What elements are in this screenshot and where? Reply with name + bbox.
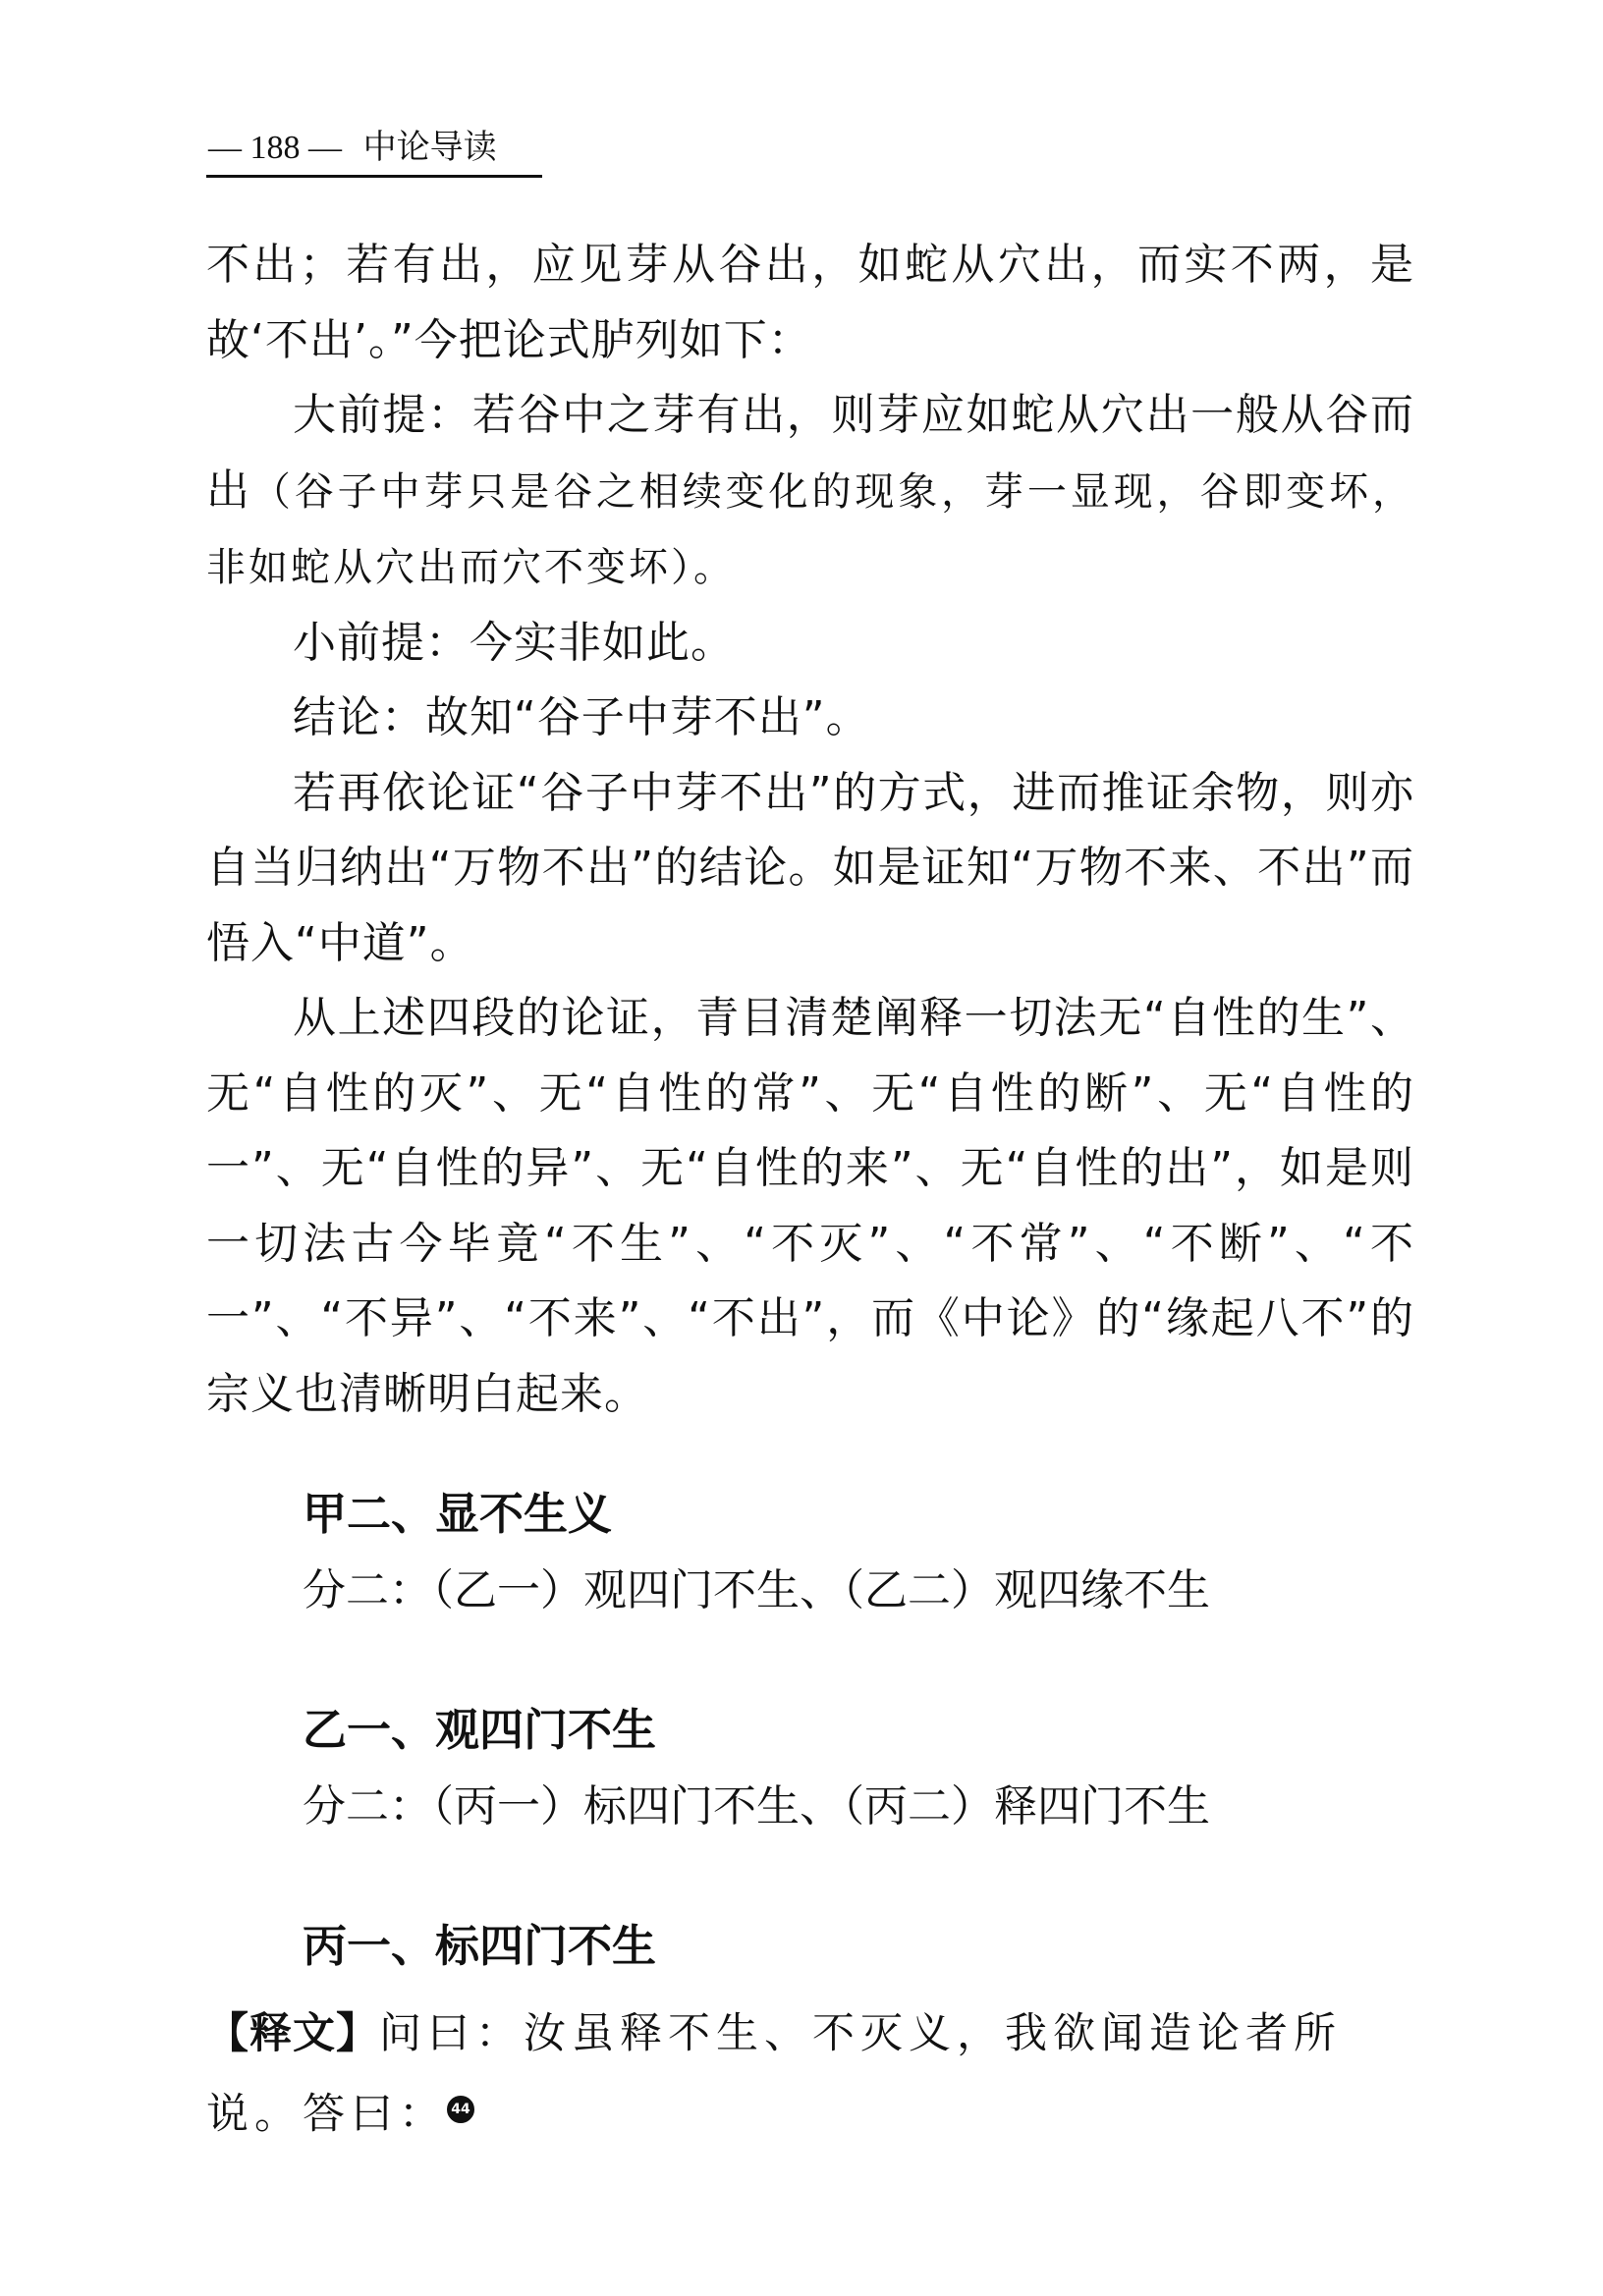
- paragraph-summary: 从上述四段的论证，青目清楚阐释一切法无“自性的生”、无“自性的灭”、无“自性的常”、无“自性的断”、无“自性的一”、无“自性的异”、无“自性的来”、无“自性的出”，如是则一切法古今毕竟“不生”、“不灭”、“不常”、“不断”、“不一”、“不异”、“不来”、“不出”，而《中论》的“缘起八不”的宗义也清晰明白起来。: [206, 993, 1414, 1419]
- section-sub-jia2: 分二：（乙一）观四门不生、（乙二）观四缘不生: [303, 1565, 1210, 1615]
- paragraph-continued: 不出；若有出，应见芽从谷出，如蛇从穴出，而实不两，是故‘不出’。”今把论式胪列如下：: [206, 240, 1414, 365]
- page-number: — 188 —: [208, 130, 342, 166]
- footnote-marker: 44: [447, 2096, 474, 2123]
- section-heading-jia2: 甲二、显不生义: [303, 1488, 613, 1540]
- section-heading-yi1: 乙一、观四门不生: [303, 1704, 657, 1756]
- header-rule: [206, 175, 542, 178]
- paragraph-major-premise: [206, 378, 1414, 606]
- major-premise-text: 大前提：若谷中之芽有出，则芽应如蛇从穴出一般从谷而出: [206, 390, 1414, 516]
- quote-body: 问曰：汝虽释不生、不灭义，我欲闻造论者所说。答曰：: [206, 2009, 1342, 2139]
- book-title: 中论导读: [362, 128, 497, 167]
- body-text: [206, 228, 1414, 1432]
- section-sub-yi1: 分二：（丙一）标四门不生、（丙二）释四门不生: [303, 1781, 1210, 1831]
- quoted-text: [206, 1994, 1414, 2155]
- paragraph-conclusion: 结论：故知“谷子中芽不出”。: [293, 692, 870, 742]
- running-header: [208, 126, 542, 170]
- quote-lead: 【释文】: [206, 2009, 379, 2058]
- paragraph-minor-premise: 小前提：今实非如此。: [293, 617, 735, 668]
- paragraph-induction: 若再依论证“谷子中芽不出”的方式，进而推证余物，则亦自当归纳出“万物不出”的结论。如是证知“万物不来、不出”而悟入“中道”。: [206, 767, 1414, 968]
- section-heading-bing1: 丙一、标四门不生: [303, 1920, 657, 1972]
- major-premise-note: （谷子中芽只是谷之相续变化的现象，芽一显现，谷即变坏，非如蛇从穴出而穴不变坏）。: [206, 468, 1415, 590]
